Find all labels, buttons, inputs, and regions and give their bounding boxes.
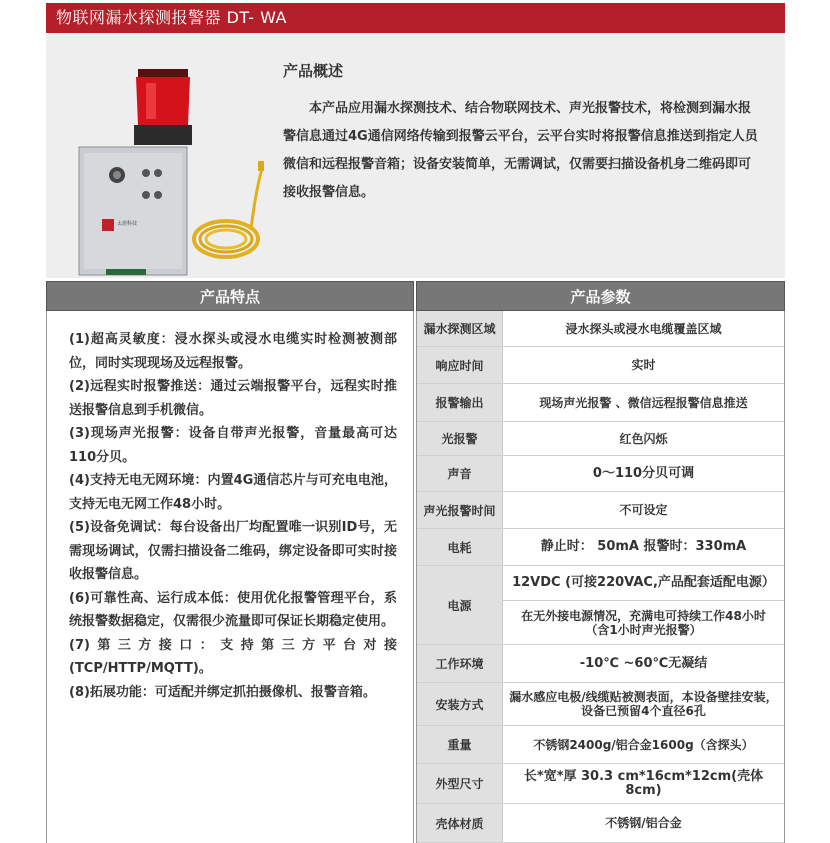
- param-row: [417, 804, 784, 843]
- overview-heading: 产品概述: [283, 62, 344, 80]
- param-value: 不锈钢2400g/铝合金1600g（含探头）: [533, 737, 754, 752]
- param-row: [417, 456, 784, 492]
- param-row: [417, 764, 784, 804]
- param-row: [417, 529, 784, 566]
- feature-item: (5)设备免调试：每台设备出厂均配置唯一识别ID号，无需现场调试，仅需扫描设备二维码，绑定设备即可实时接收报警信息。: [69, 520, 397, 582]
- feature-item: (3)现场声光报警：设备自带声光报警，音量最高可达110分贝。: [69, 426, 397, 465]
- param-value: 浸水探头或浸水电缆覆盖区域: [565, 321, 722, 336]
- param-key: 声音: [417, 456, 503, 491]
- feature-item: (6)可靠性高、运行成本低：使用优化报警管理平台，系统报警数据稳定，仅需很少流量即可保证长期稳定使用。: [69, 590, 397, 629]
- feature-list: [69, 328, 397, 704]
- param-value: 长*宽*厚 30.3 cm*16cm*12cm(壳体8cm): [523, 768, 764, 798]
- param-row: [417, 384, 784, 422]
- param-value: 不可设定: [619, 503, 668, 517]
- overview-text: 本产品应用漏水探测技术、结合物联网技术、声光报警技术，将检测到漏水报警信息通过4G通信网络传输到报警云平台，云平台实时将报警信息推送到指定人员微信和远程报警音箱；设备安装简单，无需调试，仅需要扫描设备机身二维码即可接收报警信息。: [283, 101, 758, 200]
- param-value: 现场声光报警 、微信远程报警信息推送: [539, 395, 748, 410]
- overview-section: [46, 33, 785, 278]
- param-value: 漏水感应电极/线缆贴被测表面，本设备壁挂安装，设备已预留4个直径6孔: [509, 690, 778, 718]
- param-row: [417, 422, 784, 456]
- page-title: 物联网漏水探测报警器 DT- WA: [56, 8, 287, 27]
- param-value: 实时: [631, 358, 656, 372]
- param-key: 电耗: [417, 529, 503, 565]
- feature-item: (1)超高灵敏度：浸水探头或浸水电缆实时检测被测部位，同时实现现场及远程报警。: [69, 332, 397, 371]
- param-value: -10℃ ~60℃无凝结: [579, 655, 708, 671]
- param-key: 光报警: [417, 422, 503, 455]
- param-value: 0～110分贝可调: [592, 465, 695, 481]
- product-image: [76, 69, 266, 279]
- params-table: [416, 311, 785, 843]
- param-value: 不锈钢/铝合金: [605, 816, 682, 830]
- features-heading: 产品特点: [46, 281, 414, 311]
- param-row: [417, 683, 784, 726]
- feature-item: (4)支持无电无网环境：内置4G通信芯片与可充电电池，支持无电无网工作48小时。: [69, 473, 397, 512]
- param-key: 外型尺寸: [417, 764, 503, 803]
- param-key: 报警输出: [417, 384, 503, 421]
- param-row: [417, 347, 784, 384]
- param-key: 响应时间: [417, 347, 503, 383]
- features-panel: [46, 311, 414, 843]
- param-value: 红色闪烁: [619, 431, 668, 446]
- param-key: 工作环境: [417, 645, 503, 682]
- param-key: 壳体材质: [417, 804, 503, 842]
- param-value: 静止时： 50mA 报警时：330mA: [540, 539, 747, 554]
- feature-item: (7)第三方接口：支持第三方平台对接(TCP/HTTP/MQTT)。: [69, 637, 397, 676]
- params-heading: 产品参数: [416, 281, 785, 311]
- page-title-bar: [46, 3, 785, 33]
- param-key: 安装方式: [417, 683, 503, 725]
- param-row: [417, 492, 784, 529]
- param-value-secondary: 在无外接电源情况，充满电可持续工作48小时 （含1小时声光报警）: [521, 608, 766, 637]
- param-key: 声光报警时间: [417, 492, 503, 528]
- param-row: [417, 566, 784, 645]
- feature-item: (8)拓展功能：可适配并绑定抓拍摄像机、报警音箱。: [69, 684, 376, 700]
- param-key: 重量: [417, 726, 503, 763]
- param-row: [417, 726, 784, 764]
- brand-logo-text: 太震科技: [117, 221, 138, 227]
- param-key: 电源: [417, 566, 503, 644]
- param-row: [417, 311, 784, 347]
- feature-item: (2)远程实时报警推送：通过云端报警平台，远程实时推送报警信息到手机微信。: [69, 379, 397, 418]
- param-key: 漏水探测区域: [417, 311, 503, 346]
- param-row: [417, 645, 784, 683]
- param-value: 12VDC (可接220VAC,产品配套适配电源）: [503, 566, 784, 601]
